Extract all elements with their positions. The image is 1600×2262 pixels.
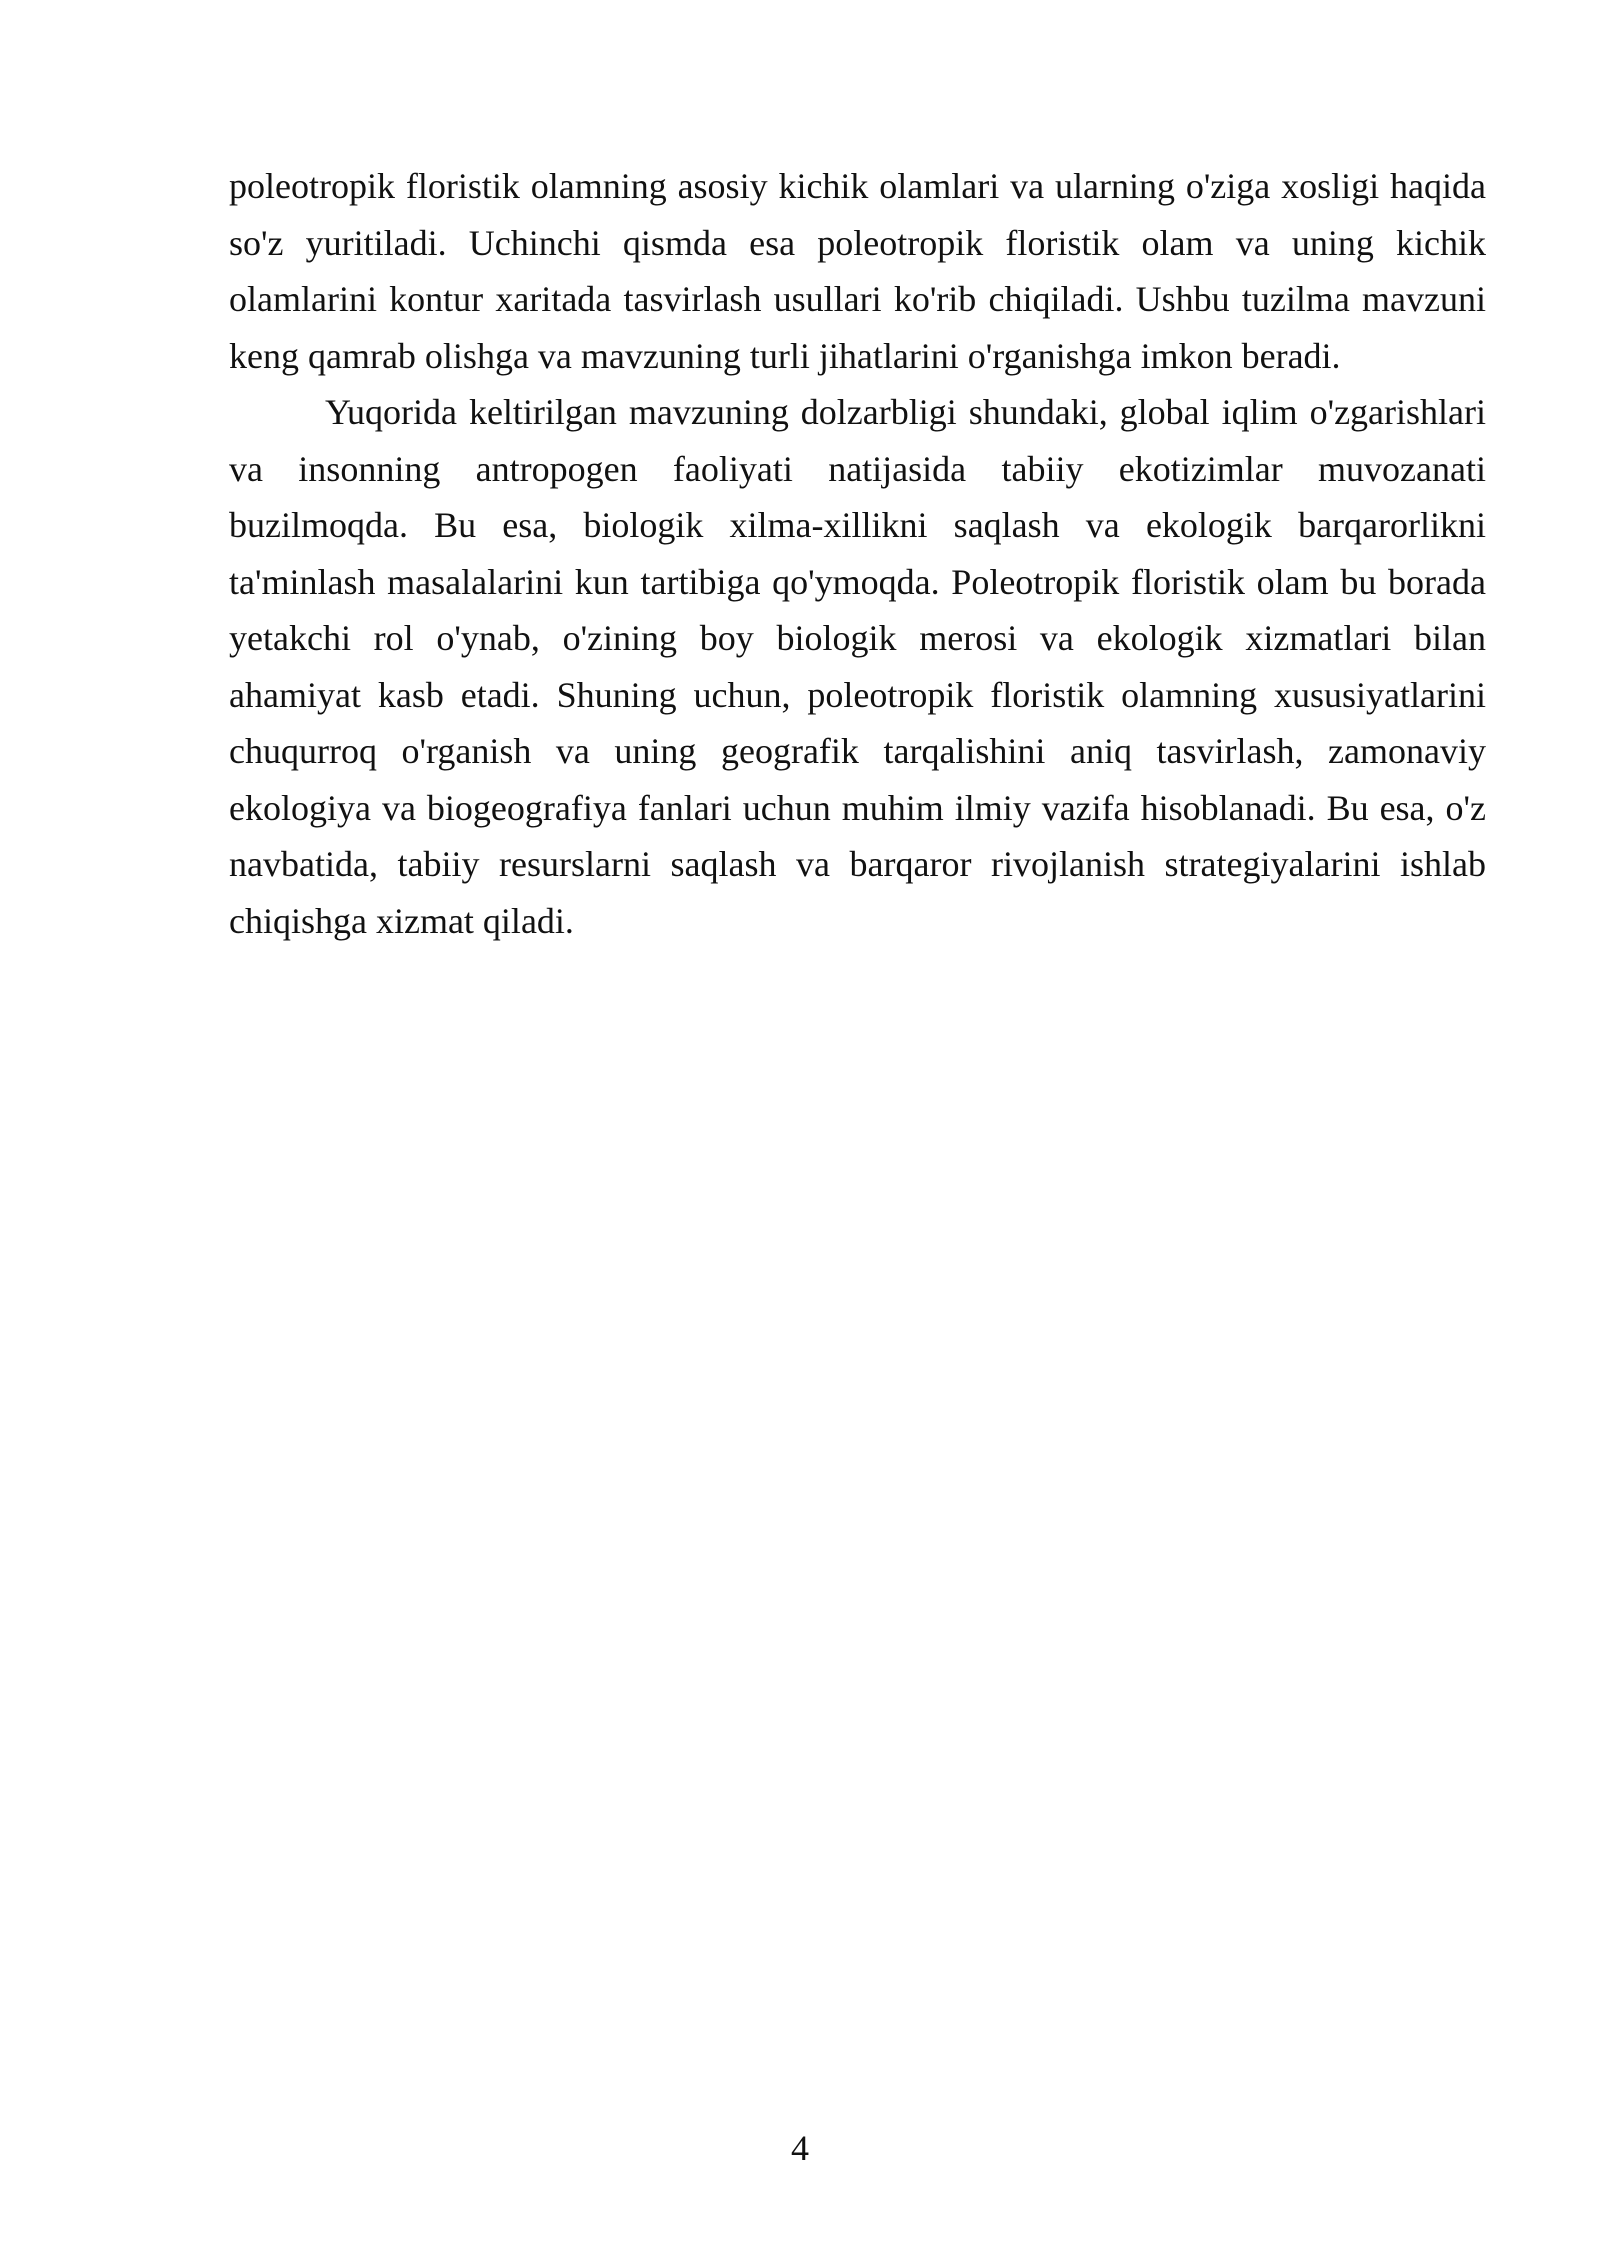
- paragraph-continuation: poleotropik floristik olamning asosiy kichik olamlari va ularning o'ziga xosligi haqida so'z yuritiladi. Uchinchi qismda esa poleotropik floristik olam va uning kichik olamlarini kontur xaritada tasvirlash usullari ko'rib chiqiladi. Ushbu tuzilma mavzuni keng qamrab olishga va mavzuning turli jihatlarini o'rganishga imkon beradi.: [229, 166, 1486, 376]
- body-text: [229, 158, 1486, 949]
- paragraph-relevance: Yuqorida keltirilgan mavzuning dolzarbligi shundaki, global iqlim o'zgarishlari va insonning antropogen faoliyati natijasida tabiiy ekotizimlar muvozanati buzilmoqda. Bu esa, biologik xilma-xillikni saqlash va ekologik barqarorlikni ta'minlash masalalarini kun tartibiga qo'ymoqda. Poleotropik floristik olam bu borada yetakchi rol o'ynab, o'zining boy biologik merosi va ekologik xizmatlari bilan ahamiyat kasb etadi. Shuning uchun, poleotropik floristik olamning xususiyatlarini chuqurroq o'rganish va uning geografik tarqalishini aniq tasvirlash, zamonaviy ekologiya va biogeografiya fanlari uchun muhim ilmiy vazifa hisoblanadi. Bu esa, o'z navbatida, tabiiy resurslarni saqlash va barqaror rivojlanish strategiyalarini ishlab chiqishga xizmat qiladi.: [229, 392, 1486, 941]
- page-number: 4: [791, 2128, 809, 2168]
